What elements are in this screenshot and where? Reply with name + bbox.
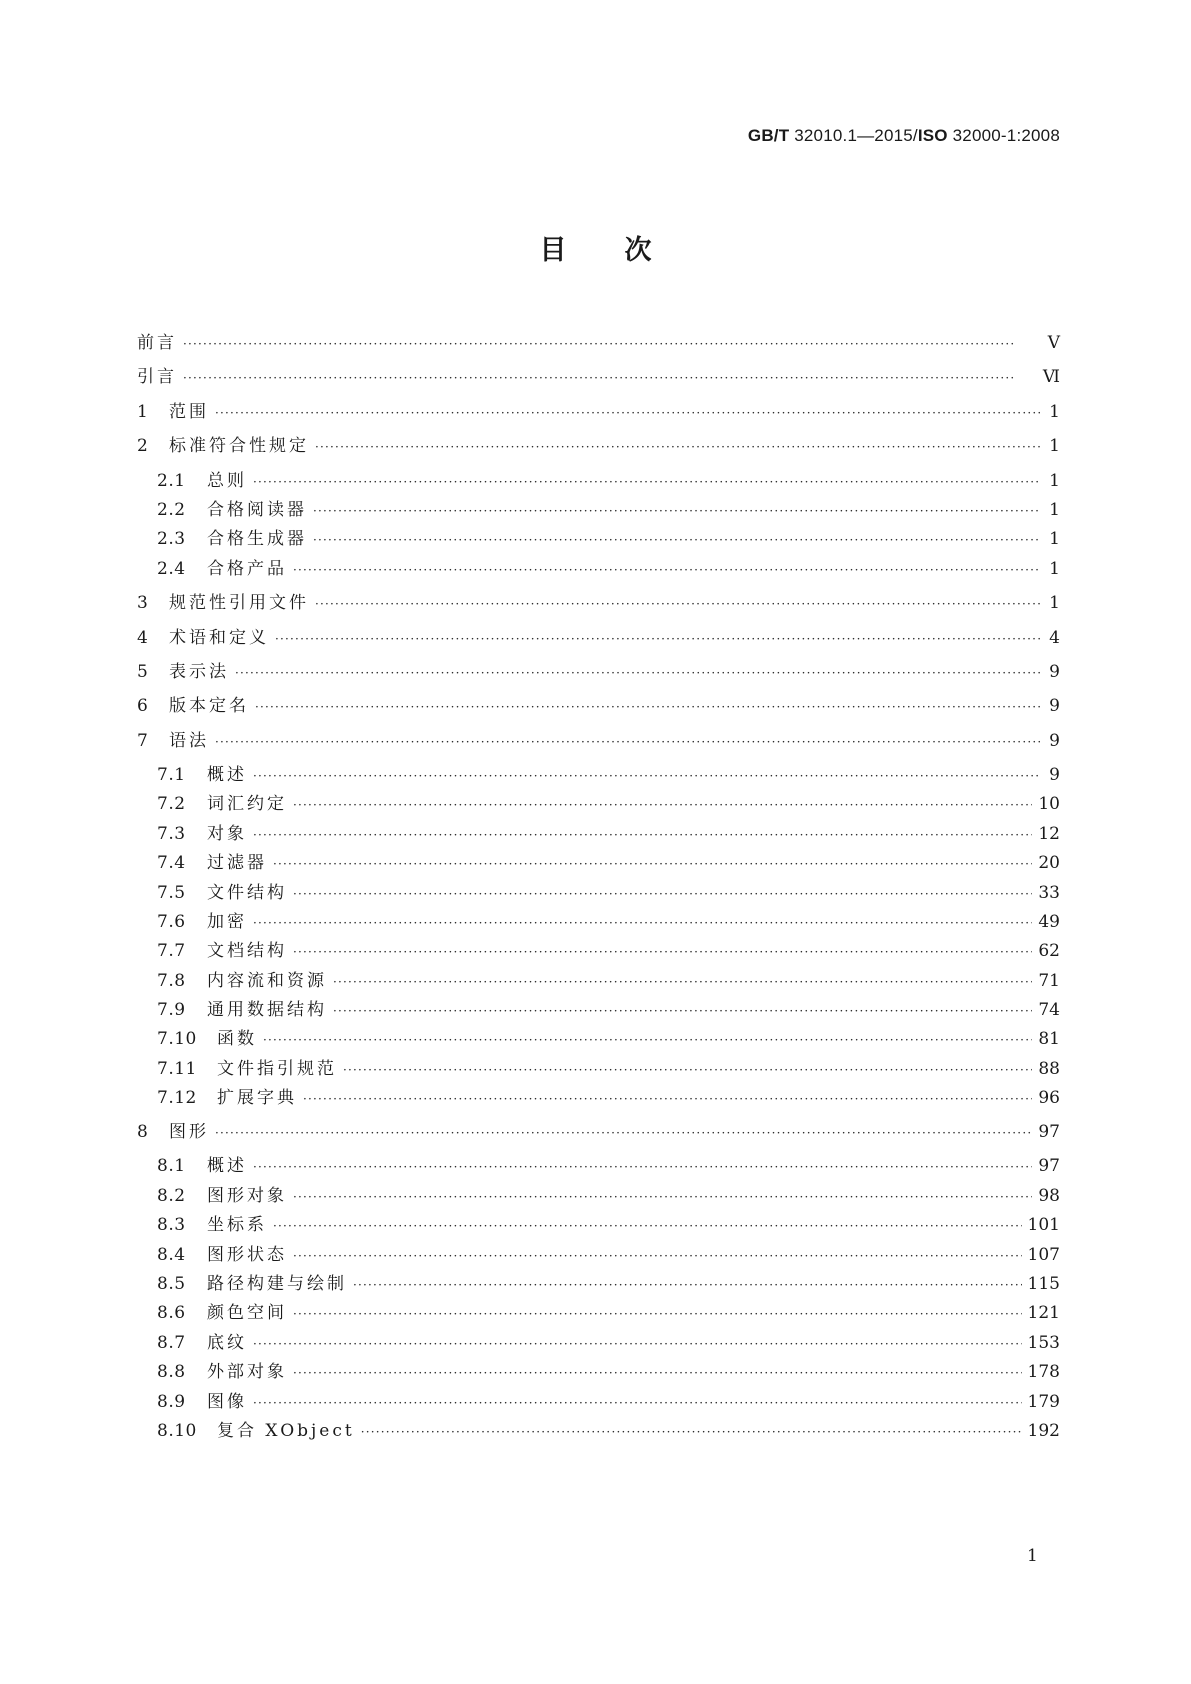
toc-entry-page: 1: [1049, 529, 1060, 549]
toc-entry[interactable]: [137, 1121, 1060, 1143]
toc-entry-page: 1: [1049, 593, 1060, 613]
toc-entry-page: 49: [1038, 912, 1060, 932]
toc-entry-label: 图像: [207, 1392, 247, 1412]
toc-entry-number: 2.1: [157, 471, 186, 491]
toc-entry-number: 7: [137, 731, 149, 751]
toc-entry-page: 179: [1027, 1392, 1060, 1412]
toc-entry-label: 前言: [137, 333, 177, 353]
toc-entry-number: 8.8: [157, 1362, 186, 1382]
toc-entry[interactable]: [157, 940, 1060, 962]
toc-entry-label: 合格阅读器: [207, 500, 307, 520]
toc-entry[interactable]: [157, 1214, 1060, 1236]
toc-entry-page: 178: [1027, 1362, 1060, 1382]
toc-dot-leader: [263, 1029, 1032, 1051]
toc-entry-number: 8.9: [157, 1392, 186, 1412]
toc-entry-label: 外部对象: [207, 1362, 287, 1382]
toc-entry-label: 术语和定义: [169, 628, 269, 648]
toc-entry[interactable]: [157, 764, 1060, 786]
toc-entry-page: 1: [1049, 402, 1060, 422]
toc-entry-number: 7.9: [157, 1000, 186, 1020]
page-number: 1: [1027, 1546, 1038, 1566]
toc-dot-leader: [361, 1421, 1022, 1443]
toc-entry-label: 规范性引用文件: [169, 593, 309, 613]
toc-entry-page: Ⅴ: [1047, 333, 1060, 353]
toc-entry-number: 7.12: [157, 1088, 197, 1108]
toc-entry-label: 合格生成器: [207, 529, 307, 549]
toc-dot-leader: [333, 1000, 1032, 1022]
toc-entry[interactable]: [157, 1332, 1060, 1354]
toc-entry[interactable]: [157, 499, 1060, 521]
toc-entry-page: 12: [1038, 824, 1060, 844]
toc-entry-number: 4: [137, 628, 149, 648]
toc-entry-label: 函数: [217, 1029, 257, 1049]
toc-entry[interactable]: [137, 627, 1060, 649]
toc-entry-number: 3: [137, 593, 149, 613]
toc-entry-label: 总则: [207, 471, 247, 491]
toc-dot-leader: [353, 1274, 1022, 1296]
toc-dot-leader: [275, 628, 1040, 650]
toc-dot-leader: [293, 941, 1032, 963]
toc-dot-leader: [313, 529, 1040, 551]
toc-dot-leader: [333, 971, 1032, 993]
toc-entry-page: 1: [1049, 471, 1060, 491]
toc-entry[interactable]: [157, 1361, 1060, 1383]
toc-entry-number: 8.5: [157, 1274, 186, 1294]
toc-entry-page: 153: [1027, 1333, 1060, 1353]
toc-entry-number: 2.3: [157, 529, 186, 549]
toc-dot-leader: [273, 853, 1032, 875]
toc-entry-label: 合格产品: [207, 559, 287, 579]
toc-entry-page: 10: [1038, 794, 1060, 814]
toc-entry-label: 坐标系: [207, 1215, 267, 1235]
toc-entry[interactable]: [157, 911, 1060, 933]
toc-entry-page: 81: [1038, 1029, 1060, 1049]
toc-entry-number: 8.10: [157, 1421, 197, 1441]
toc-entry-label: 内容流和资源: [207, 971, 327, 991]
toc-entry-label: 对象: [207, 824, 247, 844]
toc-dot-leader: [183, 333, 1040, 355]
toc-entry-label: 表示法: [169, 662, 229, 682]
toc-dot-leader: [315, 436, 1040, 458]
toc-entry-label: 加密: [207, 912, 247, 932]
toc-entry[interactable]: [157, 470, 1060, 492]
toc-entry[interactable]: [137, 332, 1060, 354]
toc-dot-leader: [253, 765, 1040, 787]
toc-entry-label: 图形: [169, 1122, 209, 1142]
toc-dot-leader: [293, 883, 1032, 905]
toc-entry[interactable]: [137, 730, 1060, 752]
toc-dot-leader: [255, 696, 1040, 718]
toc-entry-number: 8: [137, 1122, 149, 1142]
toc-entry-label: 引言: [137, 367, 177, 387]
toc-entry-page: 107: [1027, 1245, 1060, 1265]
toc-dot-leader: [215, 1122, 1032, 1144]
toc-entry-number: 7.6: [157, 912, 186, 932]
toc-entry[interactable]: [137, 401, 1060, 423]
toc-dot-leader: [293, 1303, 1022, 1325]
toc-entry-label: 路径构建与绘制: [207, 1274, 347, 1294]
toc-entry-page: 192: [1027, 1421, 1060, 1441]
toc-entry[interactable]: [157, 823, 1060, 845]
toc-entry-number: 7.10: [157, 1029, 197, 1049]
toc-dot-leader: [183, 367, 1037, 389]
toc-dot-leader: [253, 912, 1032, 934]
toc-entry-label: 图形状态: [207, 1245, 287, 1265]
toc-dot-leader: [293, 559, 1040, 581]
toc-entry-number: 7.7: [157, 941, 186, 961]
toc-entry-page: 20: [1038, 853, 1060, 873]
doc-code-suffix: 32000-1:2008: [947, 126, 1060, 145]
toc-entry[interactable]: [157, 999, 1060, 1021]
toc-entry-number: 7.1: [157, 765, 186, 785]
doc-code-prefix: GB/T: [747, 126, 790, 145]
toc-dot-leader: [253, 1392, 1022, 1414]
toc-entry-label: 语法: [169, 731, 209, 751]
toc-entry-label: 范围: [169, 402, 209, 422]
toc-entry-label: 图形对象: [207, 1186, 287, 1206]
toc-entry-number: 7.5: [157, 883, 186, 903]
toc-entry-label: 复合 XObject: [217, 1421, 355, 1441]
toc-entry-label: 文件结构: [207, 883, 287, 903]
toc-entry-number: 7.2: [157, 794, 186, 814]
toc-entry-label: 过滤器: [207, 853, 267, 873]
toc-entry[interactable]: [157, 1420, 1060, 1442]
toc-entry-page: 121: [1027, 1303, 1060, 1323]
toc-entry-label: 词汇约定: [207, 794, 287, 814]
toc-entry-label: 概述: [207, 765, 247, 785]
toc-entry[interactable]: [137, 661, 1060, 683]
toc-entry-page: 1: [1049, 500, 1060, 520]
page-title: 目次: [539, 235, 710, 266]
toc-entry[interactable]: [157, 1155, 1060, 1177]
toc-entry-number: 7.3: [157, 824, 186, 844]
toc-entry[interactable]: [157, 970, 1060, 992]
toc-entry-number: 7.4: [157, 853, 186, 873]
toc-dot-leader: [235, 662, 1040, 684]
toc-dot-leader: [215, 731, 1040, 753]
toc-entry-number: 8.7: [157, 1333, 186, 1353]
toc-entry-page: 97: [1038, 1122, 1060, 1142]
toc-dot-leader: [293, 1362, 1022, 1384]
toc-entry-label: 版本定名: [169, 696, 249, 716]
toc-entry-page: Ⅵ: [1042, 367, 1060, 387]
toc-dot-leader: [293, 1245, 1022, 1267]
toc-dot-leader: [253, 824, 1032, 846]
doc-code-iso: ISO: [917, 126, 948, 145]
toc-entry-number: 2: [137, 436, 149, 456]
toc-entry[interactable]: [157, 1244, 1060, 1266]
toc-entry[interactable]: [137, 695, 1060, 717]
toc-entry-number: 7.8: [157, 971, 186, 991]
document-code: [748, 126, 1060, 146]
toc-entry-page: 9: [1049, 765, 1060, 785]
toc-entry[interactable]: [137, 592, 1060, 614]
toc-entry[interactable]: [157, 558, 1060, 580]
toc-dot-leader: [215, 402, 1040, 424]
toc-entry-page: 9: [1049, 731, 1060, 751]
toc-entry-page: 1: [1049, 436, 1060, 456]
toc-entry-page: 88: [1038, 1059, 1060, 1079]
toc-dot-leader: [313, 500, 1040, 522]
toc-entry-label: 扩展字典: [217, 1088, 297, 1108]
toc-entry-label: 文件指引规范: [217, 1059, 337, 1079]
toc-entry-page: 115: [1027, 1274, 1060, 1294]
toc-entry[interactable]: [157, 882, 1060, 904]
toc-entry-label: 标准符合性规定: [169, 436, 309, 456]
toc-entry-page: 96: [1038, 1088, 1060, 1108]
toc-dot-leader: [273, 1215, 1022, 1237]
toc-entry-page: 98: [1038, 1186, 1060, 1206]
toc-dot-leader: [293, 1186, 1032, 1208]
toc-entry[interactable]: [157, 1087, 1060, 1109]
doc-code-middle: 32010.1—2015/: [789, 126, 918, 145]
toc-dot-leader: [253, 1156, 1032, 1178]
toc-entry-label: 颜色空间: [207, 1303, 287, 1323]
toc-entry[interactable]: [157, 1058, 1060, 1080]
toc-entry-number: 2.4: [157, 559, 186, 579]
toc-entry-label: 通用数据结构: [207, 1000, 327, 1020]
toc-entry[interactable]: [157, 1302, 1060, 1324]
toc-entry-number: 1: [137, 402, 149, 422]
toc-entry-label: 底纹: [207, 1333, 247, 1353]
toc-dot-leader: [303, 1088, 1032, 1110]
toc-entry-number: 8.6: [157, 1303, 186, 1323]
toc-entry[interactable]: [157, 1273, 1060, 1295]
toc-entry[interactable]: [157, 793, 1060, 815]
toc-entry-page: 9: [1049, 696, 1060, 716]
toc-entry-number: 2.2: [157, 500, 186, 520]
toc-entry-label: 文档结构: [207, 941, 287, 961]
toc-entry-number: 6: [137, 696, 149, 716]
toc-entry-page: 33: [1038, 883, 1060, 903]
toc-entry-page: 62: [1038, 941, 1060, 961]
toc-entry-number: 8.3: [157, 1215, 186, 1235]
toc-entry-number: 8.1: [157, 1156, 186, 1176]
toc-entry-page: 4: [1049, 628, 1060, 648]
toc-entry[interactable]: [157, 1391, 1060, 1413]
toc-entry-label: 概述: [207, 1156, 247, 1176]
toc-entry[interactable]: [137, 366, 1060, 388]
toc-entry-number: 8.4: [157, 1245, 186, 1265]
toc-entry[interactable]: [157, 852, 1060, 874]
toc-entry-number: 7.11: [157, 1059, 197, 1079]
toc-dot-leader: [293, 794, 1032, 816]
toc-entry-page: 9: [1049, 662, 1060, 682]
toc-dot-leader: [343, 1059, 1032, 1081]
toc-entry[interactable]: [157, 1185, 1060, 1207]
toc-entry-page: 1: [1049, 559, 1060, 579]
toc-entry-number: 5: [137, 662, 149, 682]
toc-entry-page: 74: [1038, 1000, 1060, 1020]
toc-entry-page: 97: [1038, 1156, 1060, 1176]
toc-entry[interactable]: [157, 528, 1060, 550]
toc-dot-leader: [253, 471, 1040, 493]
toc-dot-leader: [253, 1333, 1022, 1355]
toc-dot-leader: [315, 593, 1040, 615]
toc-entry-page: 71: [1038, 971, 1060, 991]
toc-entry-number: 8.2: [157, 1186, 186, 1206]
toc-entry[interactable]: [157, 1028, 1060, 1050]
toc-entry-page: 101: [1027, 1215, 1060, 1235]
toc-entry[interactable]: [137, 435, 1060, 457]
